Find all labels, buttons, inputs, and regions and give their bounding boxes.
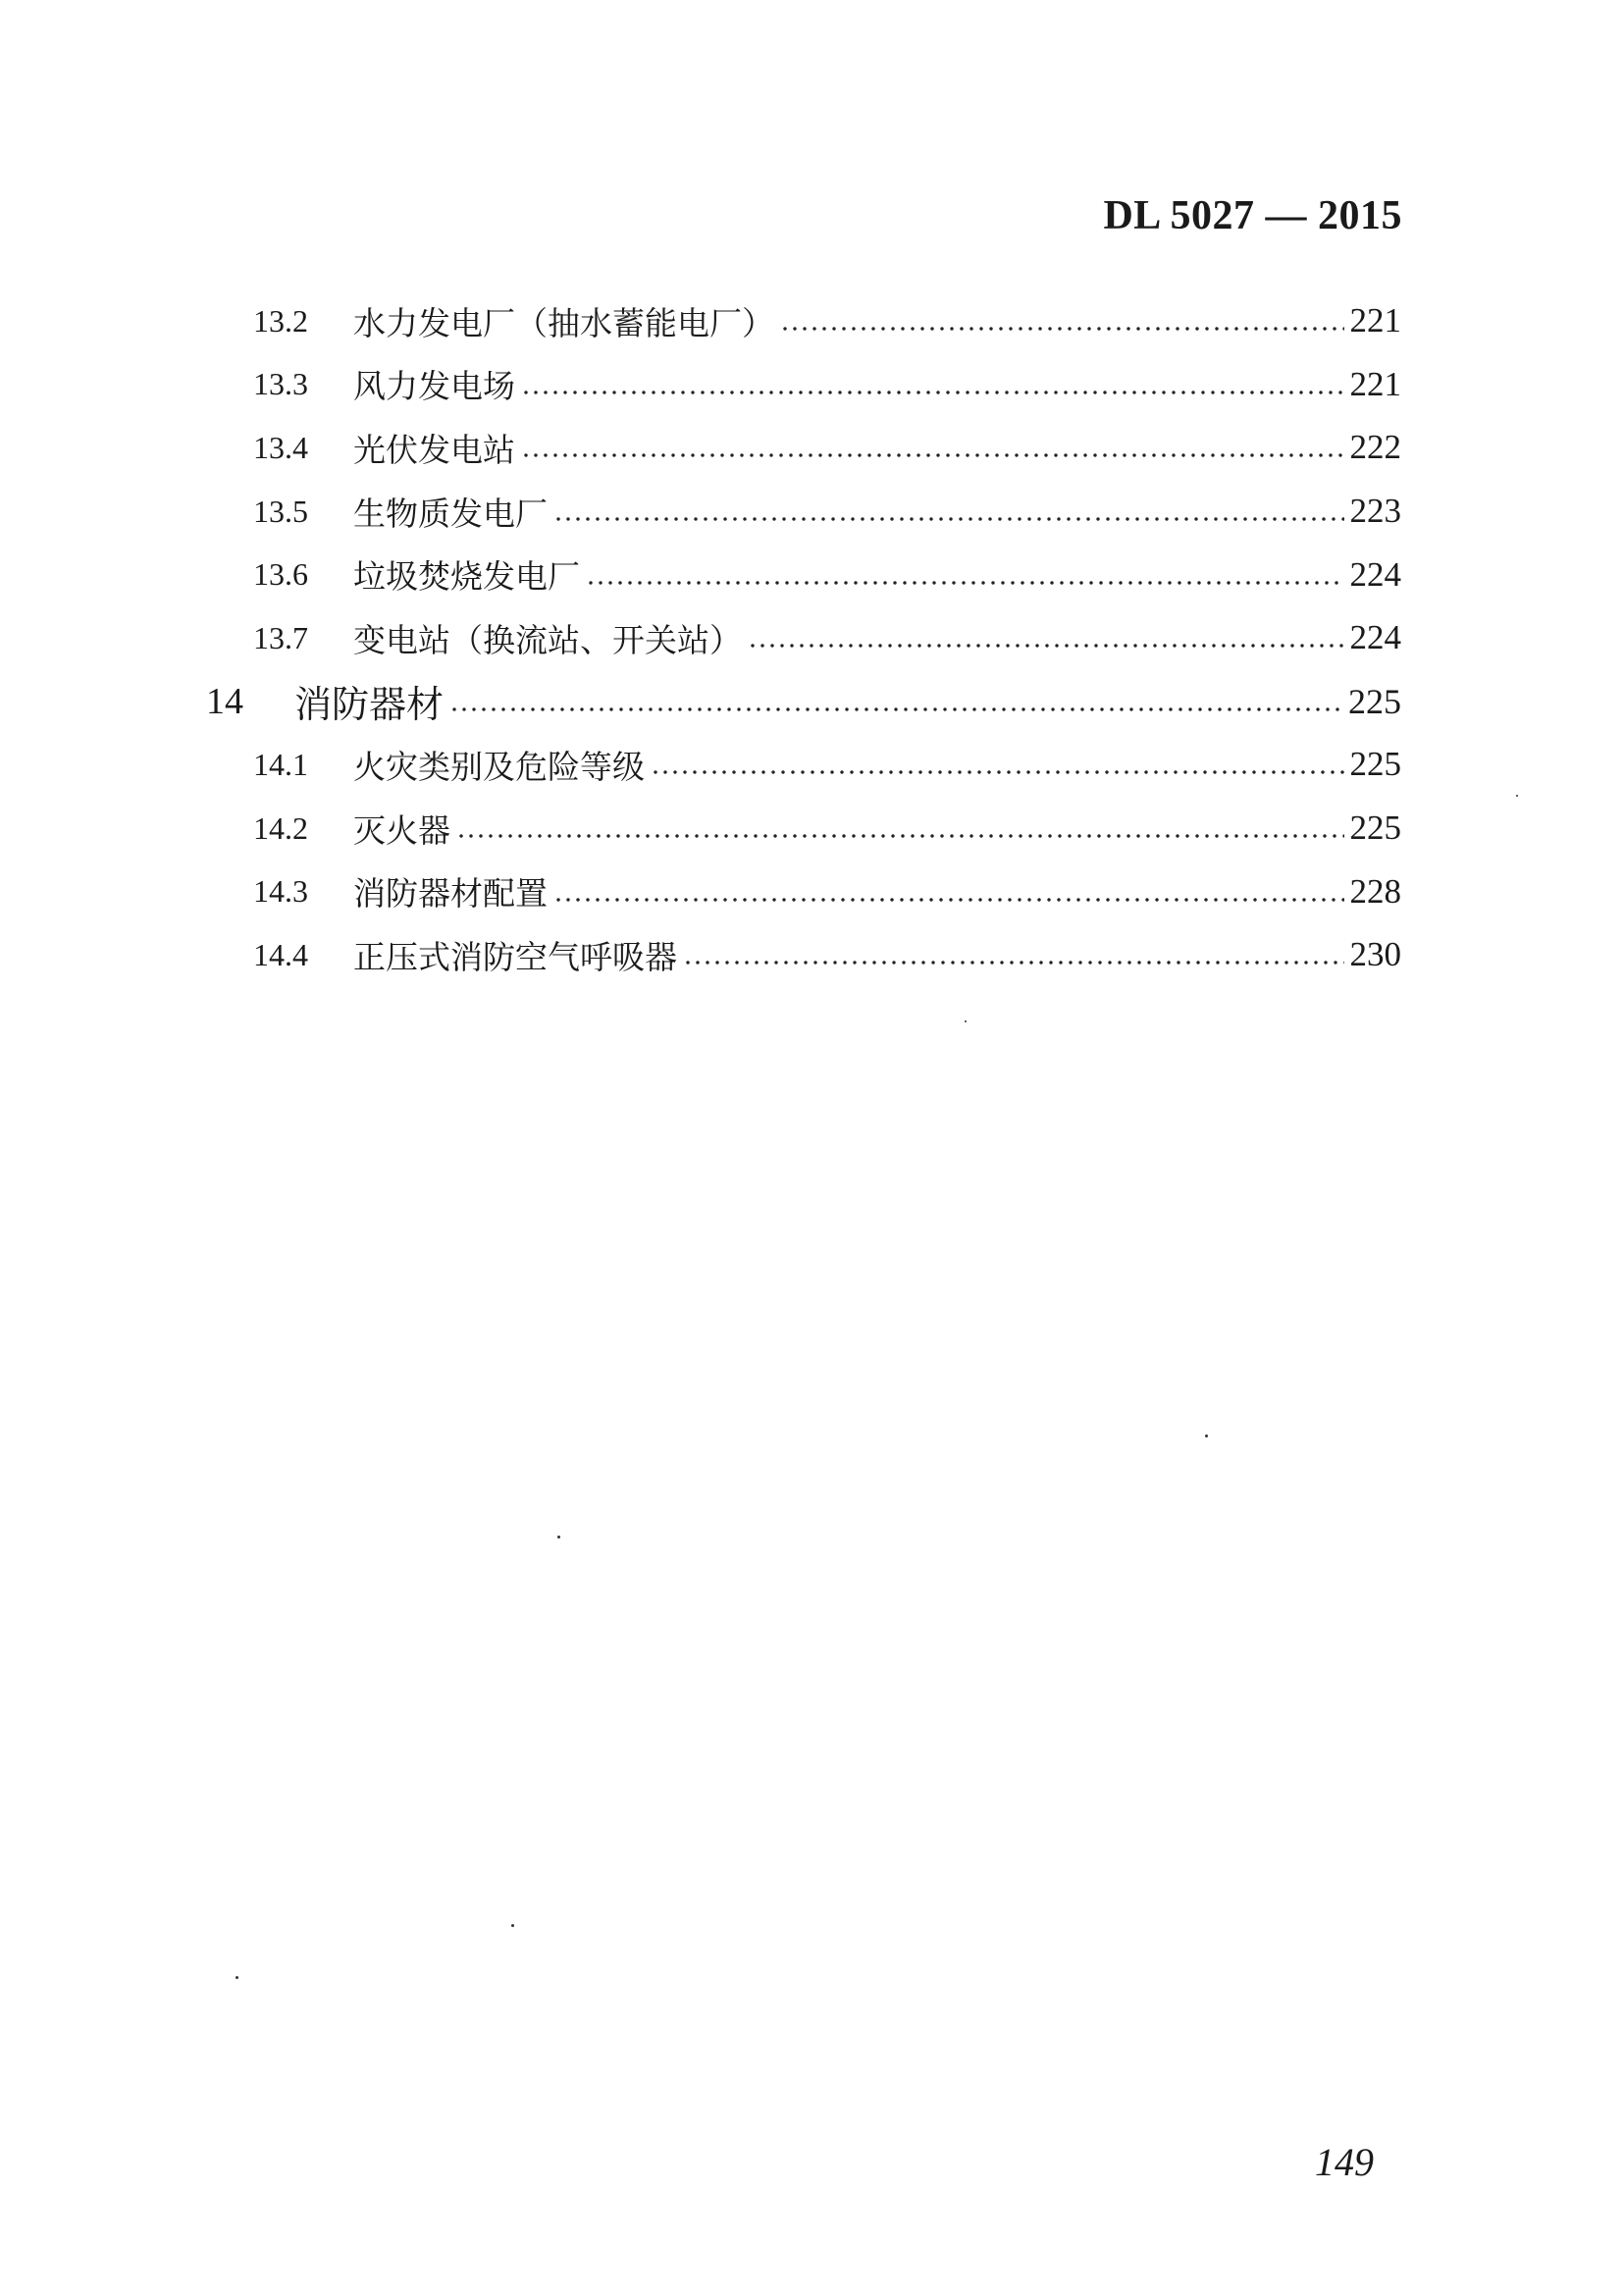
toc-entry-number: 14.1: [253, 746, 308, 782]
toc-entry-page: 230: [1349, 935, 1401, 974]
toc-entry-number: 13.4: [253, 429, 308, 465]
toc-leader-dots: [748, 618, 1344, 657]
toc-entry-number: 13.6: [253, 556, 308, 593]
toc-entry-number: 13.7: [253, 619, 308, 655]
scan-speck: [1205, 1434, 1208, 1437]
toc-entry-title: 水力发电厂（抽水蓄能电厂）: [353, 303, 774, 342]
scan-speck: [965, 1020, 967, 1022]
toc-leader-dots: [521, 428, 1344, 467]
toc-entry-13-7[interactable]: [206, 606, 1401, 670]
toc-entry-14-4[interactable]: [206, 923, 1401, 987]
toc-entry-title: 生物质发电厂: [353, 494, 548, 533]
toc-entry-page: 224: [1349, 618, 1401, 657]
document-code: DL 5027 — 2015: [1103, 193, 1402, 238]
toc-entry-page: 221: [1349, 364, 1401, 403]
toc-entry-14-1[interactable]: [206, 733, 1401, 797]
toc-leader-dots: [553, 492, 1344, 531]
toc-leader-dots: [449, 682, 1342, 721]
toc-entry-page: 225: [1349, 808, 1401, 848]
toc-leader-dots: [586, 555, 1344, 595]
toc-entry-number: 14.2: [253, 809, 308, 846]
scan-speck: [511, 1924, 514, 1927]
toc-entry-number: 14.4: [253, 936, 308, 972]
toc-chapter-number: 14: [206, 680, 243, 722]
toc-entry-title: 光伏发电站: [353, 430, 515, 469]
toc-entry-title: 消防器材配置: [353, 874, 548, 913]
toc-entry-title: 变电站（换流站、开关站）: [353, 620, 742, 659]
toc-leader-dots: [456, 808, 1344, 848]
table-of-contents: [206, 289, 1401, 987]
toc-entry-page: 225: [1349, 745, 1401, 784]
scan-speck: [236, 1976, 238, 1979]
toc-entry-13-2[interactable]: [206, 289, 1401, 353]
toc-entry-13-3[interactable]: [206, 353, 1401, 417]
toc-entry-number: 14.3: [253, 873, 308, 910]
scan-speck: [557, 1536, 560, 1539]
toc-entry-14-2[interactable]: [206, 797, 1401, 861]
toc-leader-dots: [780, 301, 1344, 340]
toc-leader-dots: [553, 872, 1344, 912]
toc-entry-number: 13.3: [253, 366, 308, 402]
toc-entry-number: 13.2: [253, 302, 308, 339]
toc-entry-title: 灭火器: [353, 810, 450, 850]
page-number: 149: [1315, 2140, 1374, 2184]
toc-entry-page: 223: [1349, 492, 1401, 531]
toc-entry-page: 228: [1349, 871, 1401, 911]
toc-entry-page: 225: [1348, 681, 1401, 721]
toc-chapter-title: 消防器材: [294, 683, 445, 727]
toc-entry-page: 221: [1349, 301, 1401, 340]
toc-entry-13-5[interactable]: [206, 480, 1401, 544]
toc-entry-14[interactable]: [206, 670, 1401, 734]
toc-entry-title: 正压式消防空气呼吸器: [353, 937, 677, 976]
toc-entry-13-6[interactable]: [206, 543, 1401, 606]
toc-entry-page: 222: [1349, 428, 1401, 467]
toc-leader-dots: [521, 365, 1344, 404]
toc-leader-dots: [651, 745, 1344, 784]
toc-entry-13-4[interactable]: [206, 416, 1401, 480]
toc-entry-title: 垃圾焚烧发电厂: [353, 557, 580, 597]
toc-entry-title: 火灾类别及危险等级: [353, 747, 645, 786]
toc-entry-page: 224: [1349, 554, 1401, 594]
toc-entry-14-3[interactable]: [206, 860, 1401, 923]
toc-entry-number: 13.5: [253, 493, 308, 529]
scan-speck: [1516, 795, 1518, 797]
toc-leader-dots: [683, 935, 1344, 974]
toc-entry-title: 风力发电场: [353, 367, 515, 406]
